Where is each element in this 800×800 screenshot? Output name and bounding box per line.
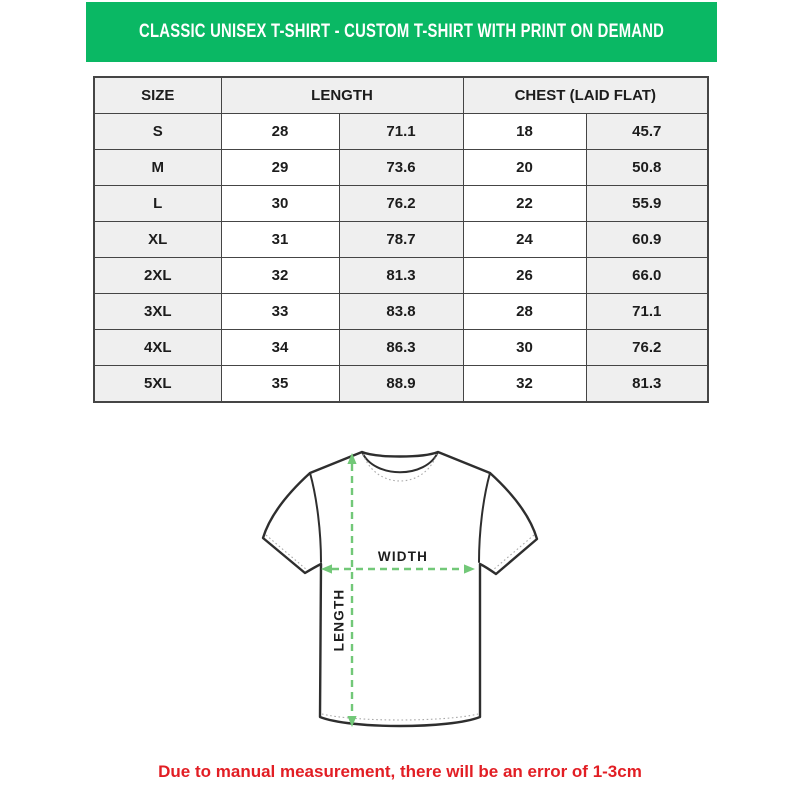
measurement-cell: 78.7	[339, 221, 463, 257]
measurement-cell: 73.6	[339, 149, 463, 185]
left-sleeve-stitch	[266, 535, 307, 570]
table-row	[94, 149, 708, 185]
table-row	[94, 365, 708, 402]
measurement-cell: 18	[463, 113, 586, 149]
measurement-cell: 76.2	[586, 329, 708, 365]
size-table-body	[94, 113, 708, 402]
measurement-cell: 76.2	[339, 185, 463, 221]
size-cell: 2XL	[94, 257, 221, 293]
column-header-size: SIZE	[94, 77, 221, 113]
column-header-chest: CHEST (LAID FLAT)	[463, 77, 708, 113]
size-cell: XL	[94, 221, 221, 257]
size-cell: L	[94, 185, 221, 221]
measurement-cell: 88.9	[339, 365, 463, 402]
measurement-cell: 83.8	[339, 293, 463, 329]
left-armhole-seam	[310, 473, 321, 562]
size-chart-table	[93, 76, 709, 403]
measurement-cell: 50.8	[586, 149, 708, 185]
measurement-cell: 20	[463, 149, 586, 185]
tshirt-diagram	[240, 433, 560, 755]
table-row	[94, 257, 708, 293]
measurement-cell: 29	[221, 149, 339, 185]
bottom-hem-stitch	[322, 714, 478, 720]
tshirt-outline	[263, 452, 537, 726]
measurement-cell: 71.1	[339, 113, 463, 149]
measurement-cell: 28	[221, 113, 339, 149]
measurement-cell: 32	[221, 257, 339, 293]
measurement-cell: 45.7	[586, 113, 708, 149]
measurement-cell: 35	[221, 365, 339, 402]
table-row	[94, 185, 708, 221]
measurement-cell: 33	[221, 293, 339, 329]
table-row	[94, 293, 708, 329]
measurement-cell: 34	[221, 329, 339, 365]
measurement-cell: 32	[463, 365, 586, 402]
measurement-cell: 28	[463, 293, 586, 329]
size-cell: 5XL	[94, 365, 221, 402]
length-label: LENGTH	[331, 588, 347, 652]
column-header-length: LENGTH	[221, 77, 463, 113]
width-arrow-left-head	[321, 564, 332, 573]
measurement-cell: 55.9	[586, 185, 708, 221]
length-arrow	[347, 453, 356, 727]
page-title: CLASSIC UNISEX T-SHIRT - CUSTOM T-SHIRT WITH PRINT ON DEMAND	[138, 21, 665, 42]
measurement-cell: 30	[221, 185, 339, 221]
measurement-cell: 24	[463, 221, 586, 257]
measurement-cell: 66.0	[586, 257, 708, 293]
right-sleeve-stitch	[493, 535, 534, 570]
size-cell: S	[94, 113, 221, 149]
measurement-cell: 26	[463, 257, 586, 293]
measurement-cell: 31	[221, 221, 339, 257]
right-armhole-seam	[479, 473, 490, 562]
collar-stitch	[363, 454, 437, 481]
table-header-row	[94, 77, 708, 113]
table-row	[94, 113, 708, 149]
size-cell: 3XL	[94, 293, 221, 329]
measurement-cell: 86.3	[339, 329, 463, 365]
measurement-cell: 60.9	[586, 221, 708, 257]
width-label: WIDTH	[377, 549, 429, 564]
measurement-cell: 30	[463, 329, 586, 365]
table-row	[94, 221, 708, 257]
measurement-cell: 22	[463, 185, 586, 221]
table-row	[94, 329, 708, 365]
measurement-cell: 71.1	[586, 293, 708, 329]
size-cell: 4XL	[94, 329, 221, 365]
title-banner	[86, 2, 717, 62]
measurement-cell: 81.3	[586, 365, 708, 402]
measurement-cell: 81.3	[339, 257, 463, 293]
measurement-note: Due to manual measurement, there will be an error of 1-3cm	[158, 762, 642, 781]
width-arrow-right-head	[464, 564, 475, 573]
width-arrow	[321, 564, 475, 573]
size-cell: M	[94, 149, 221, 185]
